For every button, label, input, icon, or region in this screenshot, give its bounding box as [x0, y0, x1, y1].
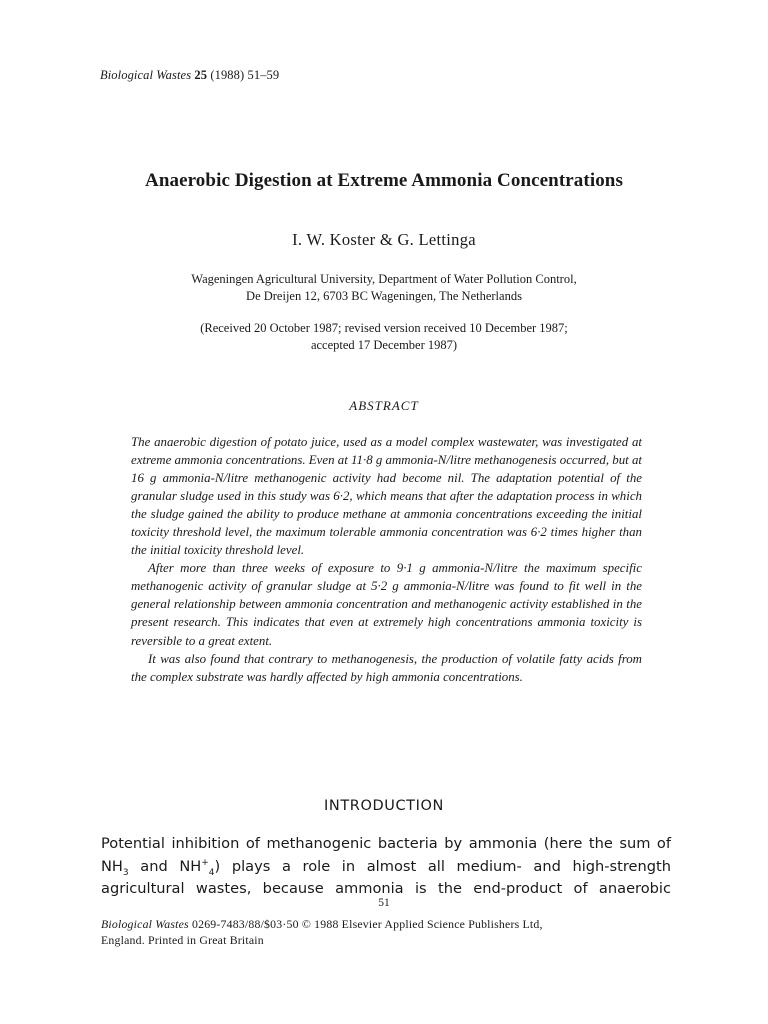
footer-copyright: 0269-7483/88/$03·50 © 1988 Elsevier Applied Science Publishers Ltd, — [188, 917, 543, 931]
journal-volume: 25 — [194, 68, 208, 82]
nh3-subscript: 3 — [122, 867, 129, 878]
intro-text-3: ) plays a role in almost all medium- and high-strength agricultural wastes, because ammonia is the end-product of anaerobic — [101, 857, 672, 897]
footer-journal: Biological Wastes — [101, 917, 189, 931]
abstract-paragraph: After more than three weeks of exposure to 9·1 g ammonia-N/litre the maximum specific methanogenic activity of granular sludge at 5·2 g ammonia-N/litre was found to fit well in the general relationship between ammonia concentration and methanogenic activity established in the present research. This indicates that even at extremely high concentrations ammonia toxicity is reversible to a great extent. — [131, 561, 642, 648]
affiliation — [0, 271, 768, 305]
abstract-heading: ABSTRACT — [349, 398, 419, 413]
paper-authors: I. W. Koster & G. Lettinga — [292, 230, 476, 249]
journal-name: Biological Wastes — [100, 68, 192, 82]
copyright-footer — [101, 917, 671, 948]
intro-text-2: and NH — [128, 857, 202, 875]
nh4-subscript: 4 — [208, 867, 215, 878]
journal-year-pages: (1988) 51–59 — [210, 68, 280, 82]
received-line-2: accepted 17 December 1987) — [310, 338, 458, 352]
abstract-body — [131, 433, 642, 686]
nh4-superscript: + — [201, 857, 209, 868]
affiliation-line-1: Wageningen Agricultural University, Department of Water Pollution Control, — [191, 272, 577, 286]
abstract-paragraph: The anaerobic digestion of potato juice, used as a model complex wastewater, was investigated at extreme ammonia concentrations. Even at 11·8 g ammonia-N/litre methanogenesis occurred, but at 16 g ammonia-N/litre methanogenic activity had become nil. The adaptation potential of the granular sludge used in this study was 6·2, which means that after the adaptation process in which the sludge gained the ability to produce methane at ammonia concentrations exceeding the initial toxicity threshold level, the maximum tolerable ammonia concentration was 6·2 times higher than the initial toxicity threshold level. — [131, 435, 642, 558]
received-dates — [0, 320, 768, 354]
received-line-1: (Received 20 October 1987; revised version received 10 December 1987; — [200, 321, 568, 335]
paper-title: Anaerobic Digestion at Extreme Ammonia Concentrations — [145, 170, 623, 191]
introduction-body — [101, 833, 671, 901]
introduction-heading: INTRODUCTION — [324, 798, 444, 814]
footer-line-2: England. Printed in Great Britain — [101, 932, 264, 947]
footer-line-1 — [101, 917, 671, 933]
page-number: 51 — [378, 897, 390, 909]
abstract-paragraph: It was also found that contrary to methanogenesis, the production of volatile fatty acids from the complex substrate was hardly affected by high ammonia concentrations. — [131, 651, 642, 684]
intro-text-1: Potential inhibition of methanogenic bacteria by ammonia (here the sum of NH — [101, 835, 671, 875]
affiliation-line-2: De Dreijen 12, 6703 BC Wageningen, The Netherlands — [246, 289, 522, 303]
running-header — [100, 68, 279, 83]
